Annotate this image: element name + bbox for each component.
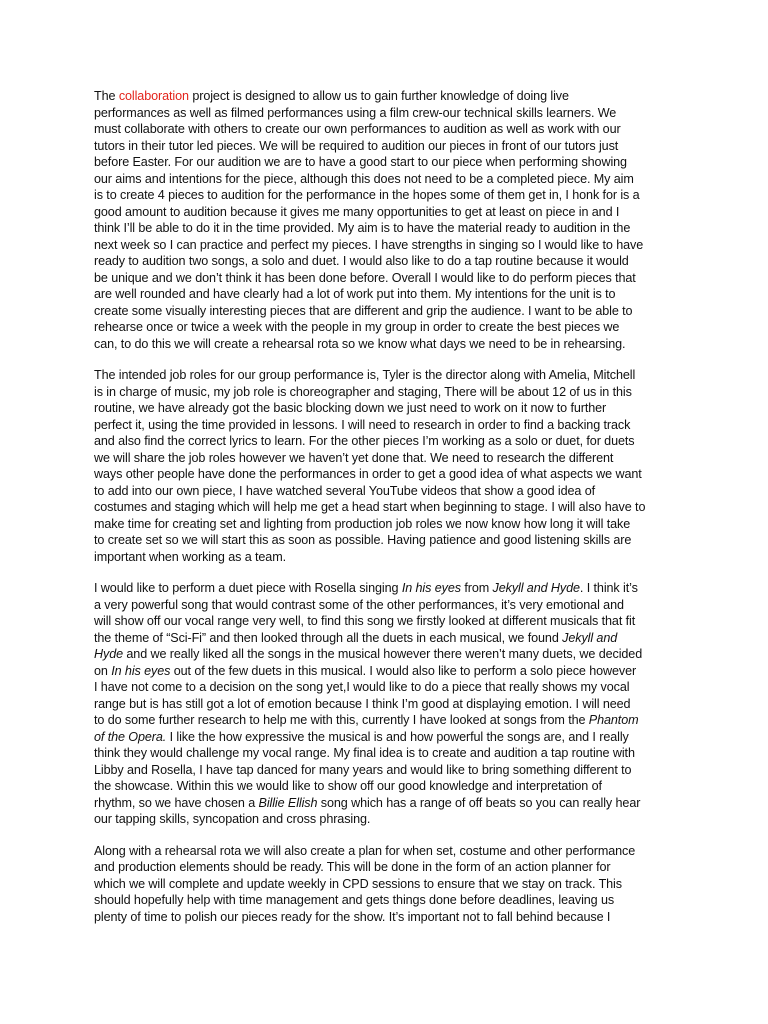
text-line: [94, 138, 674, 155]
text-line: [94, 729, 674, 746]
text-run: is to create 4 pieces to audition for the performance in the hopes some of them get in, I honk for is a: [94, 188, 640, 202]
text-run: ways other people have done the performances in order to get a good idea of what aspects we want: [94, 467, 642, 481]
highlighted-word: collaboration: [118, 89, 189, 103]
text-run: project is designed to allow us to gain further knowledge of doing live: [188, 89, 569, 103]
text-line: [94, 303, 674, 320]
italic-title: Phantom: [588, 713, 639, 727]
text-run: I have not come to a decision on the song yet,I would like to do a piece that really shows my vocal: [94, 680, 630, 694]
text-run: . I think it’s: [579, 581, 638, 595]
italic-title: Jekyll and: [562, 630, 618, 645]
document-body: [94, 88, 674, 940]
text-line: [94, 762, 674, 779]
text-run: song which has a range of off beats so you can really hear: [317, 795, 641, 810]
text-line: [94, 679, 674, 696]
text-line: [94, 286, 674, 303]
text-run: range but is has still got a lot of emotion because I think I’m good at displaying emotion. I will need: [94, 696, 631, 711]
text-run: rhythm, so we have chosen a: [94, 795, 259, 810]
text-run: should hopefully help with time management and gets things done before deadlines, leaving us: [94, 893, 615, 907]
italic-title: Billie Ellish: [258, 795, 318, 810]
text-line: [94, 384, 674, 401]
text-run: The: [94, 89, 119, 103]
text-run: are well rounded and have clearly had a lot of work put into them. My intentions for the unit is to: [94, 287, 616, 301]
text-line: [94, 811, 674, 828]
paragraph-1: [94, 88, 674, 352]
text-run: I like the how expressive the musical is and how powerful the songs are, and I really: [166, 729, 629, 744]
text-line: [94, 696, 674, 713]
text-run: performances as well as filmed performances using a film crew-our technical skills learners. We: [94, 105, 617, 120]
italic-title: Jekyll and Hyde: [492, 581, 580, 595]
italic-title: In his eyes: [111, 663, 171, 678]
text-line: [94, 253, 674, 270]
text-line: [94, 105, 674, 122]
text-run: out of the few duets in this musical. I would also like to perform a solo piece however: [170, 663, 637, 678]
italic-title: of the Opera.: [94, 729, 167, 744]
text-run: to add into our own piece, I have watched several YouTube videos that show a good idea of: [94, 483, 596, 498]
text-run: the theme of “Sci-Fi” and then looked through all the duets in each musical, we found: [94, 630, 563, 645]
text-run: routine, we have already got the basic blocking down we just need to work on it now to further: [94, 401, 607, 415]
text-run: and also find the correct lyrics to learn. For the other pieces I’m working as a solo or duet, for duets: [94, 434, 635, 448]
text-line: [94, 319, 674, 336]
text-run: our aims and intentions for the piece, although this does not need to be a completed piece. My aim: [94, 171, 634, 186]
text-run: tutors in their tutor led pieces. We will be required to audition our pieces in front of our tutors just: [94, 138, 619, 153]
text-line: [94, 516, 674, 533]
text-line: [94, 646, 674, 663]
text-line: [94, 220, 674, 237]
italic-title: Hyde: [94, 647, 123, 661]
text-run: good amount to audition because it gives me many opportunities to get at least on piece in and I: [94, 204, 620, 219]
text-line: [94, 892, 674, 909]
text-line: [94, 580, 674, 597]
text-run: a very powerful song that would contrast some of the other performances, it’s very emotional and: [94, 597, 624, 612]
text-line: [94, 663, 674, 680]
text-line: [94, 237, 674, 254]
text-run: and production elements should be ready. This will be done in the form of an action planner for: [94, 860, 611, 874]
text-run: costumes and staging which will help me get a head start when beginning to stage. I will also have to: [94, 500, 646, 514]
text-run: from: [460, 581, 493, 595]
text-line: [94, 859, 674, 876]
text-line: [94, 483, 674, 500]
text-run: think I’ll be able to do it in the time provided. My aim is to have the material ready to audition in the: [94, 221, 631, 235]
text-line: [94, 400, 674, 417]
text-line: [94, 630, 674, 647]
text-run: Libby and Rosella, I have tap danced for many years and would like to bring something different to: [94, 762, 632, 777]
text-run: rehearse once or twice a week with the people in my group in order to create the best pieces we: [94, 320, 620, 334]
text-line: [94, 187, 674, 204]
paragraph-4: [94, 843, 674, 926]
text-line: [94, 549, 674, 566]
text-line: [94, 843, 674, 860]
text-run: before Easter. For our audition we are to have a good start to our piece when performing showing: [94, 155, 627, 169]
text-run: on: [94, 663, 112, 678]
italic-title: In his eyes: [401, 581, 461, 595]
text-run: we will share the job roles however we haven’t yet done that. We need to research the different: [94, 450, 614, 465]
text-run: think they would challenge my vocal range. My final idea is to create and audition a tap routine with: [94, 746, 635, 760]
text-run: to create set so we will start this as soon as possible. Having patience and good listening skills are: [94, 533, 632, 547]
text-line: [94, 597, 674, 614]
text-run: Along with a rehearsal rota we will also create a plan for when set, costume and other performance: [94, 843, 636, 858]
text-line: [94, 909, 674, 926]
text-line: [94, 876, 674, 893]
text-line: [94, 613, 674, 630]
text-line: [94, 433, 674, 450]
text-run: be unique and we don’t think it has been done before. Overall I would like to do perform pieces that: [94, 270, 636, 285]
paragraph-3: [94, 580, 674, 828]
text-line: [94, 88, 674, 105]
text-line: [94, 745, 674, 762]
text-line: [94, 417, 674, 434]
text-run: the showcase. Within this we would like to show off our good knowledge and interpretation of: [94, 779, 602, 793]
text-line: [94, 712, 674, 729]
text-run: make time for creating set and lighting from production job roles we now know how long it will take: [94, 516, 631, 531]
text-run: important when working as a team.: [94, 549, 286, 564]
text-line: [94, 532, 674, 549]
text-line: [94, 367, 674, 384]
text-run: to do some further research to help me with this, currently I have looked at songs from the: [94, 713, 589, 727]
text-run: which we will complete and update weekly in CPD sessions to ensure that we stay on track. This: [94, 876, 622, 891]
text-line: [94, 499, 674, 516]
text-line: [94, 795, 674, 812]
text-line: [94, 171, 674, 188]
text-line: [94, 450, 674, 467]
text-line: [94, 466, 674, 483]
paragraph-2: [94, 367, 674, 565]
text-run: our tapping skills, syncopation and cross phrasing.: [94, 812, 371, 826]
text-run: ready to audition two songs, a solo and duet. I would also like to do a tap routine because it would: [94, 254, 629, 268]
text-line: [94, 336, 674, 353]
text-line: [94, 154, 674, 171]
text-line: [94, 270, 674, 287]
text-run: I would like to perform a duet piece with Rosella singing: [94, 581, 402, 595]
text-run: next week so I can practice and perfect my pieces. I have strengths in singing so I would like to have: [94, 237, 644, 252]
text-run: must collaborate with others to create our own performances to audition as well as work with our: [94, 122, 621, 136]
text-line: [94, 204, 674, 221]
text-run: is in charge of music, my job role is choreographer and staging, There will be about 12 of us in this: [94, 384, 632, 399]
text-run: plenty of time to polish our pieces ready for the show. It’s important not to fall behind because I: [94, 909, 611, 924]
text-run: can, to do this we will create a rehearsal rota so we know what days we need to be in rehearsing.: [94, 336, 626, 351]
text-line: [94, 778, 674, 795]
text-run: create some visually interesting pieces that are different and grip the audience. I want to be able to: [94, 303, 633, 318]
text-run: will show off our vocal range very well, to find this song we firstly looked at different musicals that fit: [94, 614, 636, 628]
text-run: perfect it, using the time provided in lessons. I will need to research in order to find a backing track: [94, 417, 631, 432]
text-run: and we really liked all the songs in the musical however there weren’t many duets, we decided: [123, 647, 643, 661]
text-line: [94, 121, 674, 138]
text-run: The intended job roles for our group performance is, Tyler is the director along with Amelia, Mitchell: [94, 368, 636, 382]
